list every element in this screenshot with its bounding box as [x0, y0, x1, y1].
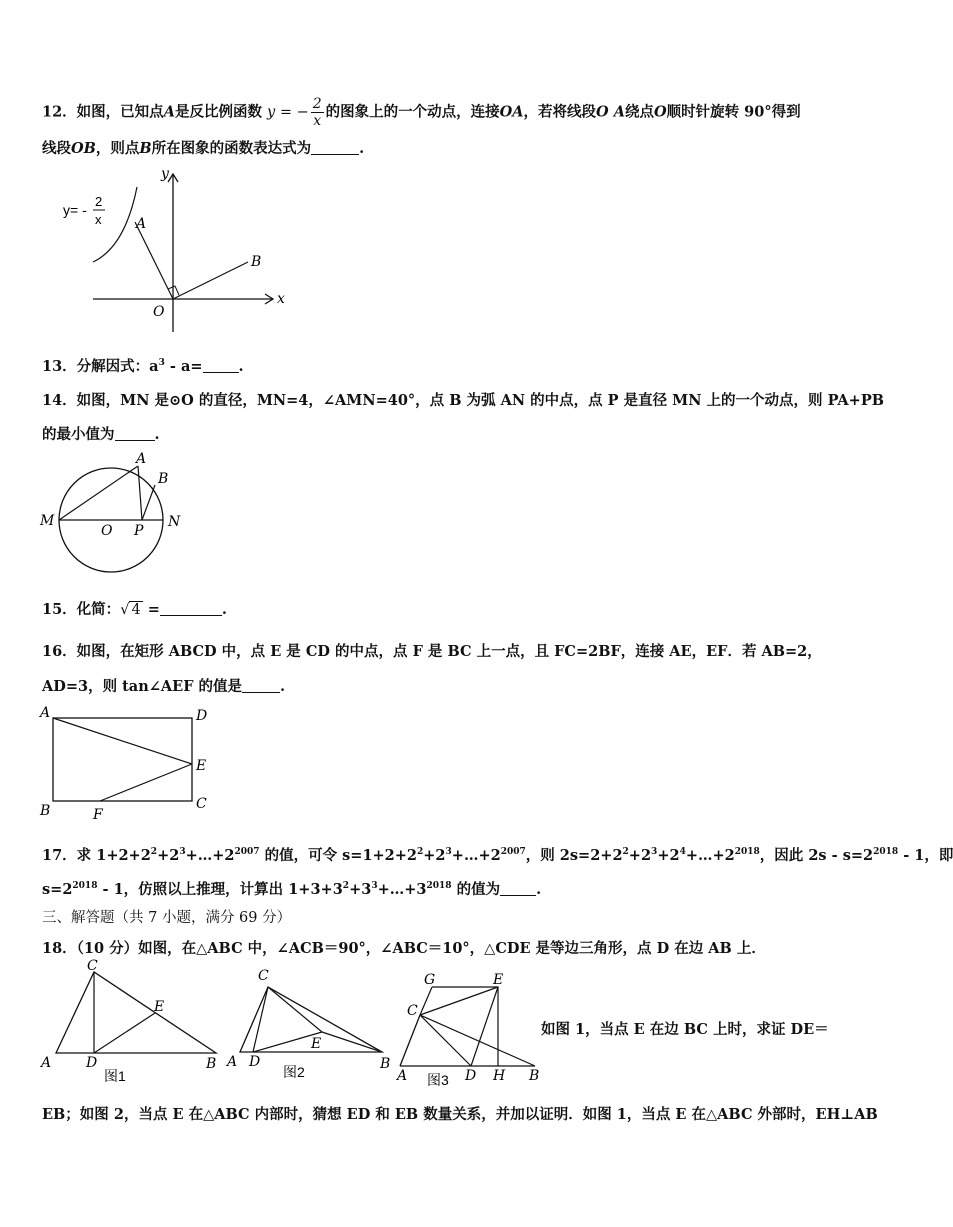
q13-text: .	[238, 358, 244, 375]
q13-text: - a=	[164, 358, 203, 375]
q16-text: AD=3，则 tan∠AEF 的值是	[42, 678, 243, 695]
q17-text: +3	[349, 881, 372, 898]
var-a: A	[163, 103, 175, 121]
exponent: 3	[445, 847, 452, 857]
var-o: O	[653, 103, 667, 121]
point-b-label: B	[158, 471, 169, 487]
q16-text: .	[280, 678, 286, 695]
exponent: 2	[342, 881, 350, 891]
answer-blank[interactable]	[242, 678, 280, 693]
q17-text: +…+2	[685, 847, 735, 864]
radicand: 4	[131, 602, 141, 618]
section-title-text: 三、解答题（共 7 小题，满分 69 分）	[42, 910, 292, 926]
q18-text: 如图 1，当点 E 在边 BC 上时，求证 DE＝	[541, 1021, 829, 1038]
point-e-label: E	[493, 972, 504, 988]
q18-line1	[42, 937, 766, 958]
origin-label: O	[153, 304, 165, 320]
q17-text: +…+2	[451, 847, 501, 864]
figure-caption: 图3	[427, 1072, 449, 1088]
point-e-label: E	[154, 999, 165, 1015]
exponent: 2018	[734, 847, 760, 857]
q16-line1	[42, 640, 822, 661]
point-o-label: O	[101, 523, 113, 539]
exponent: 2007	[500, 847, 526, 857]
answer-blank[interactable]	[160, 601, 222, 616]
q12-text: 12．如图，已知点	[42, 103, 164, 121]
x-axis-label: x	[277, 291, 285, 307]
q12-text: ，则点	[95, 140, 140, 157]
point-b-label: B	[40, 803, 51, 819]
q17-text: +…+3	[377, 881, 427, 898]
point-e-label: E	[311, 1036, 322, 1052]
fig-fraction-numerator: 2	[95, 194, 103, 209]
point-b-label: B	[529, 1068, 540, 1084]
point-d-label: D	[249, 1054, 261, 1070]
point-f-label: F	[93, 807, 103, 823]
q12-line1	[42, 96, 801, 129]
q17-text: - 1，仿照以上推理，计算出 1+3+3	[97, 881, 343, 898]
fig-function-label: y= -	[63, 202, 87, 218]
point-p-label: P	[134, 523, 144, 539]
exponent: 2007	[234, 847, 260, 857]
point-g-label: G	[424, 972, 436, 988]
q18-figure-2	[225, 960, 400, 1086]
point-e-label: E	[196, 758, 207, 774]
q16-line2	[42, 675, 285, 696]
answer-blank[interactable]	[311, 140, 359, 155]
q14-text: 14．如图，MN 是⊙O 的直径，MN=4，∠AMN=40°，点 B 为弧 AN 的中点，点 P 是直径 MN 上的一个动点，则 PA+PB	[42, 392, 884, 409]
figure-caption: 图2	[283, 1064, 305, 1080]
q17-text: +2	[628, 847, 652, 864]
q17-text: +2	[423, 847, 446, 864]
var-oa: OA	[499, 103, 524, 121]
q12-text: 线段	[42, 140, 71, 157]
q17-text: 17．求 1+2+2	[42, 847, 151, 864]
q17-line2	[42, 878, 541, 899]
fig-fraction-denominator: x	[95, 212, 102, 227]
point-d-label: D	[196, 708, 208, 724]
q15-text: =	[142, 601, 160, 618]
q12-text: 顺时针旋转 90°得到	[666, 103, 801, 121]
point-c-label: C	[87, 958, 98, 974]
q18-figure-3	[395, 965, 545, 1090]
y-axis-label: y	[161, 166, 169, 182]
q12-text: 绕点	[624, 103, 654, 121]
q17-text: .	[536, 881, 542, 898]
q13-line	[42, 355, 244, 376]
exponent: 3	[651, 847, 658, 857]
point-b-label: B	[380, 1056, 391, 1072]
q17-text: +2	[157, 847, 180, 864]
figure-caption: 图1	[104, 1068, 126, 1084]
section-3-title	[42, 906, 291, 927]
exponent: 3	[158, 358, 165, 368]
point-a-label: A	[41, 1055, 52, 1071]
q13-text: 13．分解因式：a	[42, 358, 159, 375]
exponent: 2	[622, 847, 629, 857]
q14-text: .	[154, 426, 160, 443]
point-a-label: A	[227, 1054, 238, 1070]
point-a-label: A	[397, 1068, 408, 1084]
fraction-numerator: 2	[312, 96, 322, 112]
q12-text: .	[359, 140, 365, 157]
q17-text: - 1，即	[898, 847, 953, 864]
q17-text: 的值为	[451, 881, 501, 898]
function-lhs: y = −	[267, 104, 309, 121]
q14-text: 的最小值为	[42, 426, 115, 443]
q12-figure	[55, 162, 295, 342]
q12-text: ，若将线段	[523, 103, 597, 121]
q18-figure-1	[38, 958, 223, 1086]
exponent: 2	[417, 847, 424, 857]
q17-text: +…+2	[185, 847, 235, 864]
point-c-label: C	[258, 968, 269, 984]
q15-text: 15．化简：	[42, 601, 121, 618]
point-m-label: M	[40, 513, 55, 529]
answer-blank[interactable]	[203, 358, 239, 373]
q17-text: +2	[657, 847, 680, 864]
q14-figure	[38, 450, 198, 578]
point-c-label: C	[407, 1003, 418, 1019]
q17-text: s=2	[42, 881, 73, 898]
q17-text: ，因此 2s - s=2	[759, 847, 874, 864]
exponent: 2018	[426, 881, 452, 891]
q16-figure	[38, 702, 218, 822]
point-a-label: A	[136, 451, 147, 467]
q12-line2	[42, 137, 364, 158]
q17-line1	[42, 844, 953, 865]
var-ob: OB	[71, 140, 96, 157]
sqrt-expression: √ 4	[120, 602, 141, 618]
point-b-label: B	[206, 1056, 217, 1072]
point-a-label: A	[136, 216, 147, 232]
exponent: 2018	[873, 847, 899, 857]
point-d-label: D	[86, 1055, 98, 1071]
point-n-label: N	[168, 514, 181, 530]
fraction	[311, 96, 324, 129]
answer-blank[interactable]	[500, 881, 536, 896]
var-oa: O A	[596, 103, 625, 121]
exponent: 4	[679, 847, 686, 857]
q16-text: 16．如图，在矩形 ABCD 中，点 E 是 CD 的中点，点 F 是 BC 上一点，且 FC=2BF，连接 AE，EF．若 AB=2，	[42, 643, 822, 660]
q14-line1	[42, 389, 884, 410]
q15-text: .	[221, 601, 227, 618]
var-b: B	[139, 140, 152, 157]
exponent: 2	[150, 847, 158, 857]
exponent: 3	[179, 847, 186, 857]
q18-side-text	[541, 1018, 829, 1039]
q14-line2	[42, 423, 160, 444]
q12-text: 所在图象的函数表达式为	[151, 140, 312, 157]
point-a-label: A	[40, 705, 51, 721]
point-d-label: D	[465, 1068, 477, 1084]
fraction-denominator: x	[313, 113, 322, 129]
q18-line3	[42, 1103, 878, 1124]
answer-blank[interactable]	[115, 426, 155, 441]
q12-text: 的图象上的一个动点，连接	[325, 103, 500, 121]
q18-text: 18．（10 分）如图，在△ABC 中，∠ACB＝90°，∠ABC＝10°，△CDE 是等边三角形，点 D 在边 AB 上．	[42, 940, 766, 957]
q12-text: 是反比例函数	[174, 103, 262, 121]
point-b-label: B	[251, 254, 262, 270]
point-c-label: C	[196, 796, 207, 812]
q17-text: 的值，可令 s=1+2+2	[259, 847, 418, 864]
q18-text: EB；如图 2，当点 E 在△ABC 内部时，猜想 ED 和 EB 数量关系，并加以证明．如图 1，当点 E 在△ABC 外部时，EH⊥AB	[42, 1106, 878, 1123]
exponent: 2018	[72, 881, 98, 891]
point-h-label: H	[493, 1068, 506, 1084]
q17-text: ，则 2s=2+2	[525, 847, 623, 864]
q15-line	[42, 598, 227, 619]
exponent: 3	[371, 881, 378, 891]
